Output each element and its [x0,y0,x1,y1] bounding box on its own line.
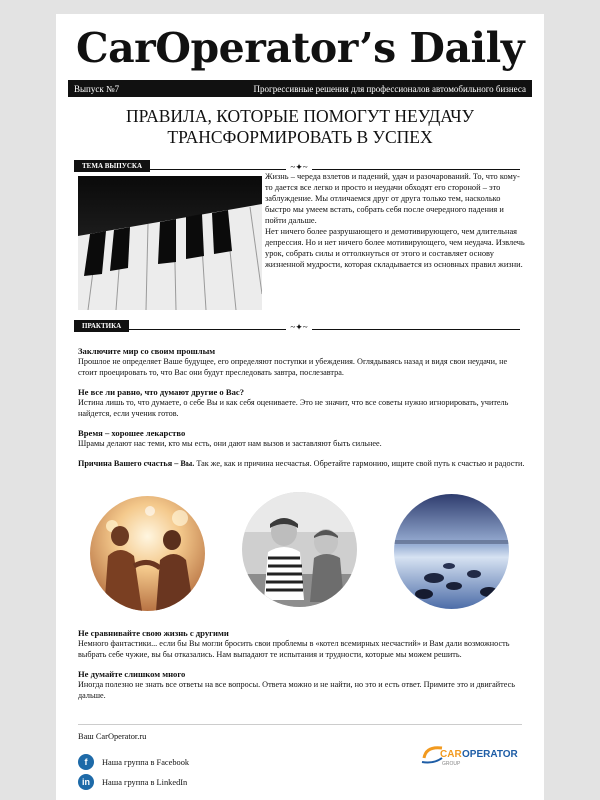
practice-item [78,387,526,419]
footer-signature: Ваш CarOperator.ru [78,732,147,741]
practice-heading: Заключите мир со своим прошлым [78,346,216,356]
photo-row [90,492,510,612]
facebook-link[interactable] [78,754,189,770]
newsletter-page [56,14,544,800]
linkedin-label: Наша группа в LinkedIn [102,777,188,787]
piano-image [78,176,262,310]
practice-text: Немного фантастики... если бы Вы могли бросить свои проблемы в «котел всемирных несчастий» и Вам дали возможность выбрать себе чужие, вы бы отказались. Нам выпадают те испытания и трудности, которые мы можем решить. [78,639,510,659]
practice-heading: Время – хорошее лекарство [78,428,186,439]
headline-line-1: ПРАВИЛА, КОТОРЫЕ ПОМОГУТ НЕУДАЧУ [125,106,475,126]
couple-photo [90,496,205,611]
newsletter-title: CarOperator’s Daily [75,24,525,72]
practice-item [78,428,526,450]
issue-number: Выпуск №7 [74,83,120,94]
facebook-label: Наша группа в Facebook [102,757,190,767]
tagline: Прогрессивные решения для профессионалов автомобильного бизнеса [253,83,526,94]
practice-text: Прошлое не определяет Ваше будущее, его определяют поступки и убеждения. Оглядываясь назад и видя свои неудачи, не стоит проецировать то, что Вас они будут преследовать завтра, послезавтра. [78,357,508,377]
practice-item [78,346,526,378]
practice-item [78,669,526,701]
practice-text: Шрамы делают нас теми, кто мы есть, они дают нам вызов и заставляют быть сильнее. [78,439,382,449]
ornament-icon: ~✦~ [286,322,312,332]
practice-heading: Не думайте слишком много [78,669,186,680]
practice-text: Так же, как и причина несчастья. Обретайте гармонию, ищите свой путь к счастью и радости. [194,458,525,468]
practice-section-bar [74,320,520,332]
footer-divider [78,724,522,725]
practice-item-inline [78,459,526,470]
issue-strip [68,80,532,97]
logo-prefix: CAR [440,749,462,760]
logo-suffix: OPERATOR [462,749,518,760]
practice-heading: Причина Вашего счастья – Вы. [78,458,195,468]
page-headline [56,106,544,148]
practice-list-continued [78,628,526,710]
seascape-photo [394,494,509,609]
practice-list [78,346,526,479]
practice-text: Иногда полезно не знать все ответы на все вопросы. Ответа можно и не найти, но это и есть ответ. Примите это и двигайтесь дальше. [78,680,515,700]
practice-item [78,628,526,660]
intro-paragraph-1: Жизнь – череда взлетов и падений, удач и разочарований. То, что кому-то дается все легко и просто и неудачи обходят его стороной – это заблуждение. Мы отличаемся друг от друга только тем, насколько быстро мы умеем встать, собрать себя после очередного падения и пойти дальше. [265,172,520,225]
children-photo [242,492,357,607]
facebook-icon: f [78,754,94,770]
intro-paragraph-2: Нет ничего более разрушающего и демотивирующего, чем длительная депрессия. Но и нет ничего более мотивирующего, чем неудача. Извлечь урок, собрать силы и оттолкнуться от этого и составляет основу жизненной мудрости, которая складывается из основных правил жизни. [265,227,525,269]
logo-sub: GROUP [442,761,461,767]
practice-section-label: ПРАКТИКА [74,320,129,332]
topic-section-label: ТЕМА ВЫПУСКА [74,160,150,172]
ornament-icon: ~✦~ [286,162,312,172]
caroperator-logo[interactable] [420,740,520,770]
practice-heading: Не сравнивайте свою жизнь с другими [78,628,229,638]
practice-text: Истина лишь то, что думаете, о себе Вы и как себя оцениваете. Это не значит, что все советы нужно игнорировать, учитель найдется, если ученик готов. [78,398,509,418]
intro-text [265,171,527,270]
linkedin-link[interactable] [78,774,187,790]
practice-heading: Не все ли равно, что думают другие о Вас? [78,387,245,398]
linkedin-icon: in [78,774,94,790]
headline-line-2: ТРАНСФОРМИРОВАТЬ В УСПЕХ [167,127,433,147]
